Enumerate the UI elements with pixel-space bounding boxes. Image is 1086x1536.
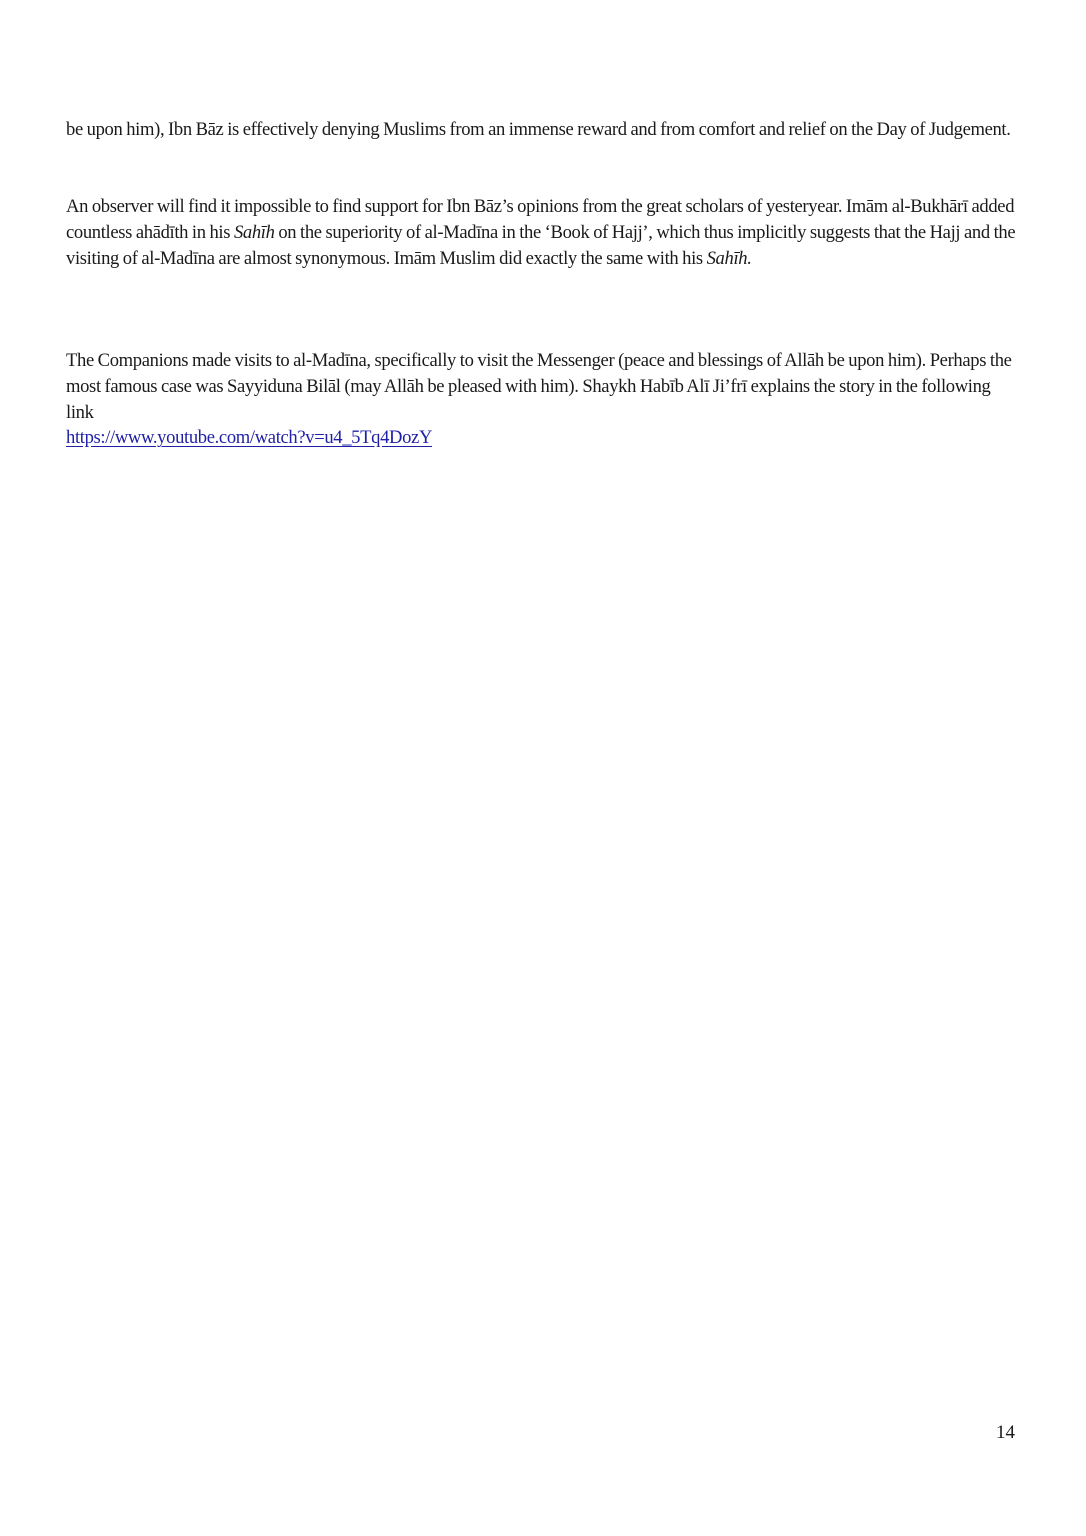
youtube-link[interactable]: https://www.youtube.com/watch?v=u4_5Tq4DozY [66, 427, 433, 449]
paragraph-1 [66, 117, 1016, 143]
paragraph-2 [66, 194, 1016, 271]
paragraph-3 [66, 348, 1016, 451]
page-number: 14 [996, 1422, 1015, 1443]
paragraph-1-text: be upon him), Ibn Bāz is effectively denying Muslims from an immense reward and from comfort and relief on the Day of Judgement. [66, 119, 1011, 140]
paragraph-2-text-b: on the superiority of al-Madīna in the ‘Book of Hajj’, which thus implicitly suggests that the Hajj and the visiting of al-Madīna are almost synonymous. Imām Muslim did exactly the same with his [66, 221, 1016, 269]
sahih-title-bukhari: Sahīh [233, 221, 275, 243]
paragraph-2-text-a: An observer will find it impossible to find support for Ibn Bāz’s opinions from the great scholars of yesteryear. Imām al-Bukhārī added countless ahādīth in his [66, 196, 1015, 243]
paragraph-3-text: The Companions made visits to al-Madīna, specifically to visit the Messenger (peace and blessings of Allāh be upon him). Perhaps the most famous case was Sayyiduna Bilāl (may Allāh be pleased with him). Shaykh Habīb Alī Ji’frī explains the story in the following link [66, 350, 1012, 423]
sahih-title-muslim: Sahīh. [706, 247, 752, 269]
